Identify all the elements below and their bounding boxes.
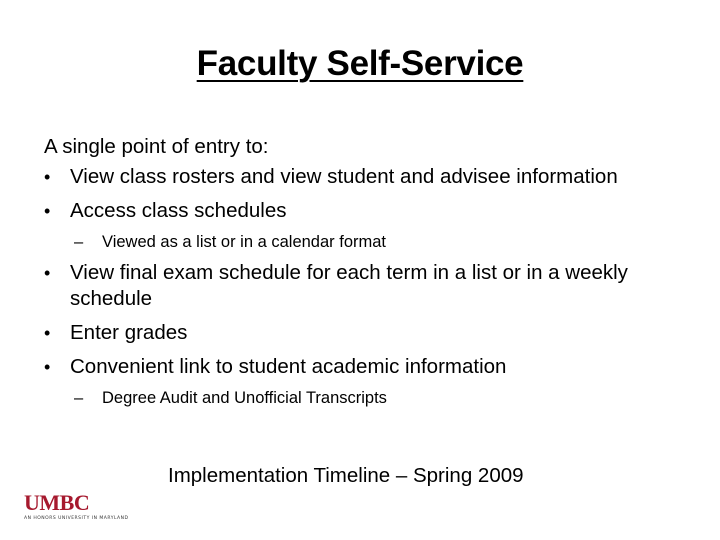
- sub-bullet-item: [74, 386, 694, 410]
- bullet-text: Enter grades: [70, 321, 188, 344]
- bullet-list: [44, 260, 694, 380]
- bullet-dot: •: [44, 167, 51, 187]
- slide-title: Faculty Self-Service: [196, 44, 524, 83]
- bullet-dot: •: [44, 263, 51, 283]
- bullet-text: View class rosters and view student and advisee information: [70, 165, 618, 188]
- logo-tagline: AN HONORS UNIVERSITY IN MARYLAND: [24, 516, 129, 521]
- bullet-item: [44, 320, 694, 346]
- slide-body: [44, 130, 694, 416]
- sub-bullet-text: Viewed as a list or in a calendar format: [102, 233, 387, 251]
- sub-bullet-text: Degree Audit and Unofficial Transcripts: [102, 389, 387, 407]
- intro-text: A single point of entry to:: [44, 135, 269, 158]
- bullet-dot: •: [44, 201, 51, 221]
- sub-bullet-dash: –: [74, 389, 84, 407]
- sub-bullet-item: [74, 230, 694, 254]
- sub-bullet-list: [44, 230, 694, 254]
- bullet-item: [44, 164, 694, 190]
- sub-bullet-list: [44, 386, 694, 410]
- bullet-list: [44, 164, 694, 224]
- implementation-timeline: Implementation Timeline – Spring 2009: [168, 464, 524, 487]
- bullet-text: View final exam schedule for each term in a list or in a weekly schedule: [70, 261, 628, 310]
- sub-bullet-dash: –: [74, 233, 84, 251]
- logo-wordmark: UMBC: [24, 490, 90, 515]
- bullet-dot: •: [44, 357, 51, 377]
- bullet-text: Convenient link to student academic information: [70, 355, 507, 378]
- bullet-text: Access class schedules: [70, 199, 287, 222]
- umbc-logo: [24, 492, 154, 522]
- bullet-dot: •: [44, 323, 51, 343]
- bullet-item: [44, 198, 694, 224]
- bullet-item: [44, 354, 694, 380]
- bullet-item: [44, 260, 694, 312]
